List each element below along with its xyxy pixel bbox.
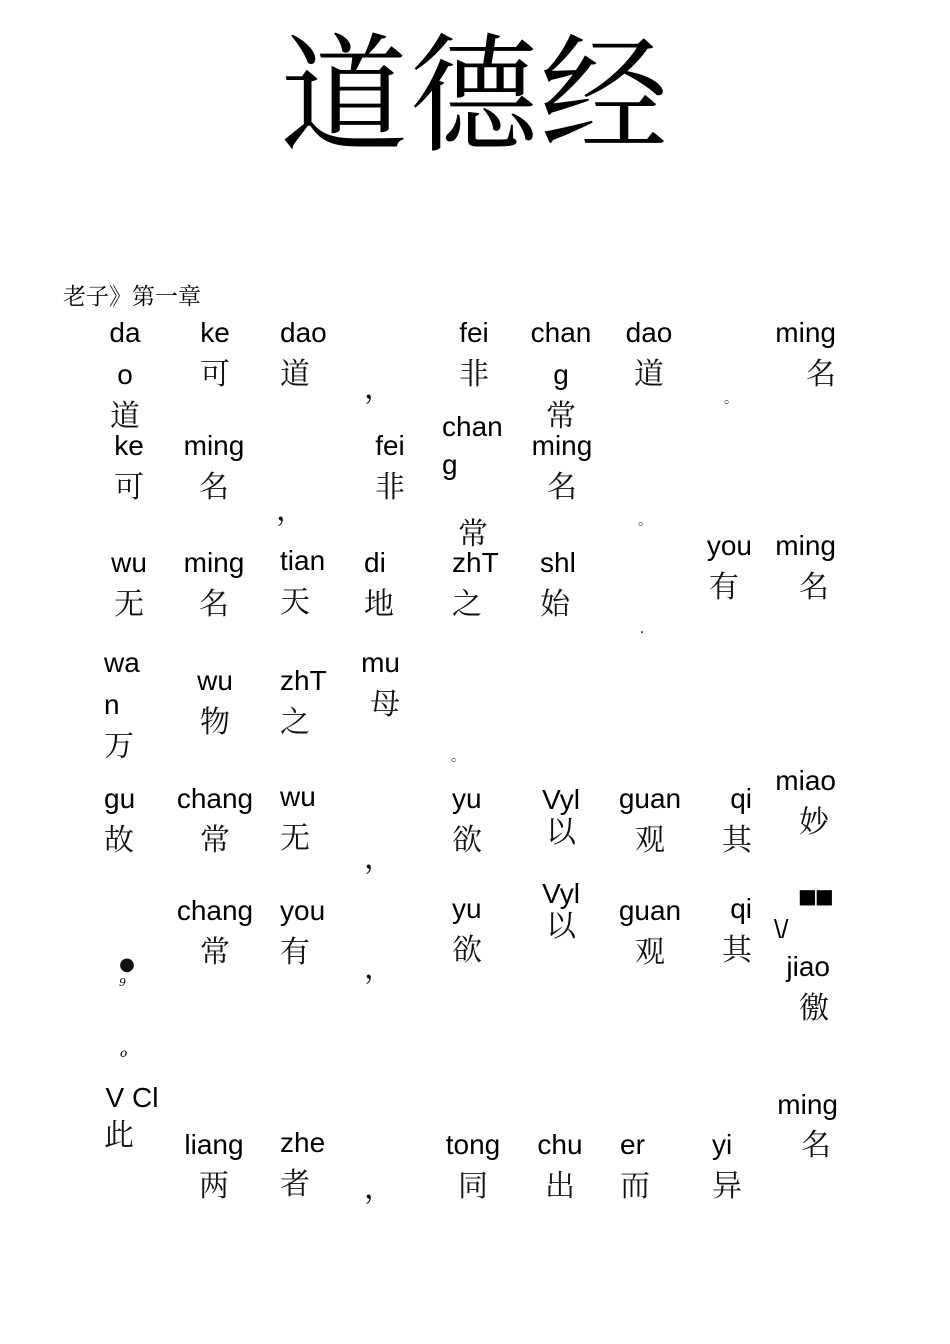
hanzi: 万 (104, 729, 134, 764)
hanzi: 常 (200, 823, 230, 858)
punctuation: ， (364, 371, 394, 406)
pinyin: chu (537, 1129, 583, 1160)
pinyin: zhT (452, 547, 499, 578)
pinyin: wu (111, 547, 147, 578)
pinyin: guan (618, 895, 682, 926)
punctuation: . (639, 621, 645, 637)
pinyin: tong (445, 1129, 501, 1160)
pinyin: qi (730, 783, 752, 814)
char-cell (524, 312, 598, 434)
char-cell (708, 888, 752, 972)
pinyin: ming (183, 547, 245, 578)
bullet-mark: ● (119, 954, 135, 975)
char-cell (104, 642, 148, 768)
pinyin: V Cl (105, 1082, 159, 1113)
char-cell (536, 876, 586, 942)
pinyin: liang (184, 1129, 244, 1160)
char-cell (612, 890, 688, 974)
punctuation: 。 (451, 749, 465, 765)
char-cell (696, 525, 752, 609)
char-cell (176, 542, 252, 626)
char-cell (452, 542, 512, 626)
hanzi: 非 (375, 470, 405, 505)
hanzi: 非 (459, 357, 489, 392)
pinyin: zhT (280, 665, 327, 696)
pinyin: Vyl (542, 878, 580, 909)
hanzi: 名 (547, 470, 577, 505)
hanzi: 天 (280, 585, 310, 620)
pinyin: jiao (786, 951, 830, 982)
char-cell (428, 408, 512, 556)
hanzi: 异 (712, 1169, 742, 1204)
char-cell (176, 1124, 252, 1208)
hanzi: 以 (546, 909, 576, 944)
char-cell (280, 540, 340, 624)
hanzi: 故 (104, 823, 134, 858)
char-cell (620, 1124, 670, 1208)
char-cell (190, 312, 240, 396)
char-cell (280, 312, 338, 396)
pinyin: ke (114, 430, 144, 461)
hanzi: 欲 (452, 933, 482, 968)
stray-mark: 9 (119, 976, 126, 989)
pinyin: ming (777, 1089, 838, 1120)
pinyin: ming (775, 317, 836, 348)
char-cell (524, 425, 600, 509)
char-cell (540, 542, 590, 626)
pinyin: you (280, 895, 326, 926)
hanzi: 出 (545, 1169, 575, 1204)
hanzi: 名 (799, 570, 829, 605)
char-cell (772, 525, 836, 609)
char-cell (280, 1122, 336, 1206)
char-cell (176, 425, 252, 509)
pinyin: fei (375, 430, 405, 461)
char-cell (708, 778, 752, 862)
hanzi: 观 (635, 935, 665, 970)
pinyin: chang (442, 411, 503, 480)
char-cell (530, 1124, 590, 1208)
char-cell (104, 425, 154, 509)
pinyin: di (364, 547, 386, 578)
char-cell (364, 425, 416, 509)
pinyin: er (620, 1129, 645, 1160)
pinyin: guan (618, 783, 682, 814)
char-cell (104, 778, 148, 862)
pinyin: yu (452, 783, 482, 814)
hanzi: 此 (104, 1118, 134, 1153)
char-cell (772, 946, 836, 1030)
hanzi: 常 (200, 935, 230, 970)
pinyin: chang (176, 783, 254, 814)
pinyin: yu (452, 893, 482, 924)
hanzi: 道 (280, 357, 310, 392)
page-title: 道德经 (279, 22, 670, 171)
char-cell (452, 888, 496, 972)
char-cell (536, 782, 586, 848)
hanzi: 无 (114, 587, 144, 622)
hanzi: 其 (722, 933, 752, 968)
char-cell (104, 542, 154, 626)
stray-mark: \/ (774, 914, 789, 944)
hanzi: 名 (806, 357, 836, 392)
pinyin: miao (775, 765, 836, 796)
char-cell (712, 1124, 756, 1208)
pinyin: dao (109, 317, 141, 390)
pinyin: ming (775, 530, 836, 561)
hanzi: 常 (546, 399, 576, 434)
hanzi: 物 (200, 705, 230, 740)
pinyin: wu (280, 781, 316, 812)
punctuation: ， (276, 493, 306, 528)
hanzi: 可 (200, 357, 230, 392)
char-cell (448, 312, 500, 396)
pinyin: zhe (280, 1127, 326, 1158)
punctuation: ， (364, 951, 394, 986)
char-cell (452, 778, 496, 862)
char-cell (170, 778, 260, 862)
pinyin: chang (530, 317, 592, 390)
char-cell (280, 890, 340, 974)
hanzi: 观 (635, 823, 665, 858)
hanzi: 以 (546, 815, 576, 850)
char-cell (170, 890, 260, 974)
punctuation: 。 (638, 513, 652, 529)
hanzi: 同 (458, 1169, 488, 1204)
hanzi: 之 (280, 705, 310, 740)
hanzi: 之 (452, 587, 482, 622)
hanzi: 名 (199, 470, 229, 505)
hanzi: 者 (280, 1167, 310, 1202)
pinyin: you (706, 530, 752, 561)
hanzi: 其 (722, 823, 752, 858)
pinyin: tian (280, 545, 326, 576)
pinyin: gu (104, 783, 136, 814)
pinyin: ke (200, 317, 230, 348)
hanzi: 可 (114, 470, 144, 505)
hanzi: 无 (280, 821, 310, 856)
pinyin: ming (183, 430, 245, 461)
pinyin: wan (104, 647, 140, 720)
char-cell (612, 778, 688, 862)
char-cell (620, 312, 678, 396)
pinyin: fei (459, 317, 489, 348)
punctuation: 。 (724, 391, 738, 407)
char-cell (776, 1084, 840, 1166)
hanzi: 道 (634, 357, 664, 392)
char-cell (364, 542, 408, 626)
pinyin: chang (176, 895, 254, 926)
pinyin: yi (712, 1129, 733, 1160)
char-cell (436, 1124, 510, 1208)
pinyin: wu (197, 665, 233, 696)
hanzi: 有 (280, 935, 310, 970)
char-cell (280, 660, 340, 744)
hanzi: 名 (199, 587, 229, 622)
pinyin: mu (361, 647, 400, 678)
hanzi: 有 (709, 570, 739, 605)
pinyin: shl (540, 547, 576, 578)
pinyin: dao (280, 317, 327, 348)
hanzi: 徼 (799, 991, 829, 1026)
char-cell (104, 1080, 160, 1156)
char-cell (350, 642, 400, 726)
hanzi: 名 (801, 1128, 831, 1163)
char-cell (190, 660, 240, 744)
stray-mark: o (120, 1046, 128, 1060)
pinyin: dao (625, 317, 673, 348)
hanzi: 母 (370, 687, 400, 722)
char-cell (772, 760, 836, 844)
hanzi: 而 (620, 1169, 650, 1204)
pinyin: qi (730, 893, 752, 924)
punctuation: ， (364, 1171, 394, 1206)
hanzi: 妙 (799, 805, 829, 840)
hanzi: 道 (110, 399, 140, 434)
chapter-subtitle: 老子》第一章 (63, 284, 201, 310)
char-cell (280, 776, 330, 860)
hanzi: 两 (199, 1169, 229, 1204)
pinyin: Vyl (542, 784, 580, 815)
char-cell (772, 312, 836, 402)
char-cell (104, 312, 146, 434)
stray-mark: ■■ (798, 884, 832, 908)
hanzi: 常 (458, 517, 488, 552)
pinyin: ming (531, 430, 593, 461)
hanzi: 欲 (452, 823, 482, 858)
hanzi: 始 (540, 587, 570, 622)
punctuation: ， (364, 841, 394, 876)
hanzi: 地 (364, 587, 394, 622)
